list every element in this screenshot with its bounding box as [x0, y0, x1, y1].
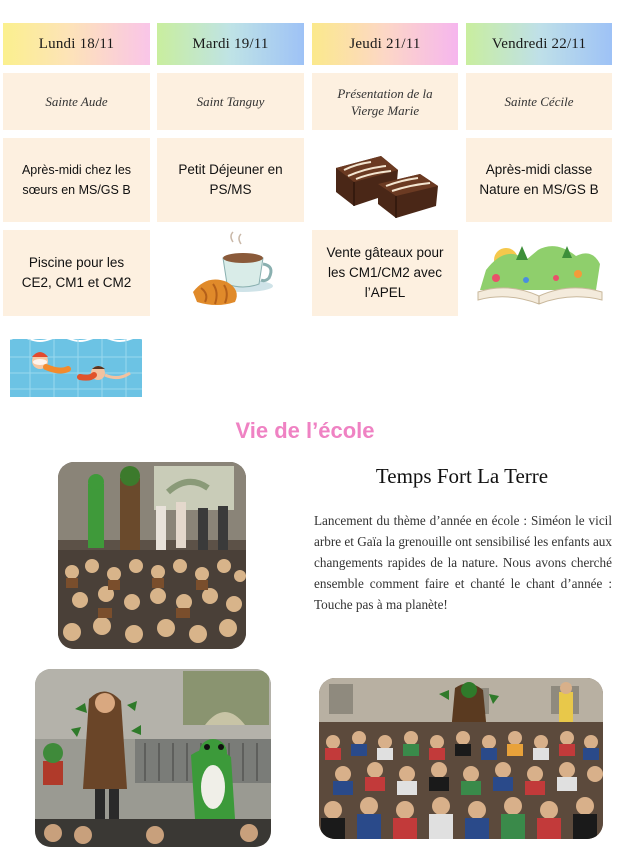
saint-jeudi: Présentation de la Vierge Marie [312, 73, 458, 130]
saint-mardi: Saint Tanguy [157, 73, 304, 130]
brownies-illustration [312, 138, 458, 222]
swimming-children-illustration [10, 333, 142, 397]
day-header-jeudi: Jeudi 21/11 [312, 23, 458, 65]
day-header-vendredi: Vendredi 22/11 [466, 23, 612, 65]
open-book-nature-illustration [466, 230, 612, 316]
photo-children-audience [319, 678, 603, 839]
article-title: Temps Fort La Terre [375, 464, 549, 488]
day-header-mardi: Mardi 19/11 [157, 23, 304, 65]
section-title: Vie de l’école [235, 418, 375, 443]
photo-tree-frog-performance [35, 669, 271, 847]
activity-mardi-1: Petit Déjeuner en PS/MS [157, 138, 304, 222]
activity-lundi-2: Piscine pour les CE2, CM1 et CM2 [3, 230, 150, 316]
activity-lundi-1: Après-midi chez les sœurs en MS/GS B [3, 138, 150, 222]
article-body: Lancement du thème d’année en école : Siméon le vicil arbre et Gaïa la grenouille ont sensibilisé les enfants aux changements rapides de la nature. Nous avons cherché ensemble comment faire et chanté le chant d’année : Touche pas à ma planète! [314, 513, 612, 612]
activity-vendredi-1: Après-midi classe Nature en MS/GS B [466, 138, 612, 222]
photo-assembly-costumes [58, 462, 246, 649]
coffee-croissant-illustration [157, 230, 304, 316]
activity-jeudi-2: Vente gâteaux pour les CM1/CM2 avec l’APEL [312, 230, 458, 316]
saint-lundi: Sainte Aude [3, 73, 150, 130]
saint-vendredi: Sainte Cécile [466, 73, 612, 130]
day-header-lundi: Lundi 18/11 [3, 23, 150, 65]
